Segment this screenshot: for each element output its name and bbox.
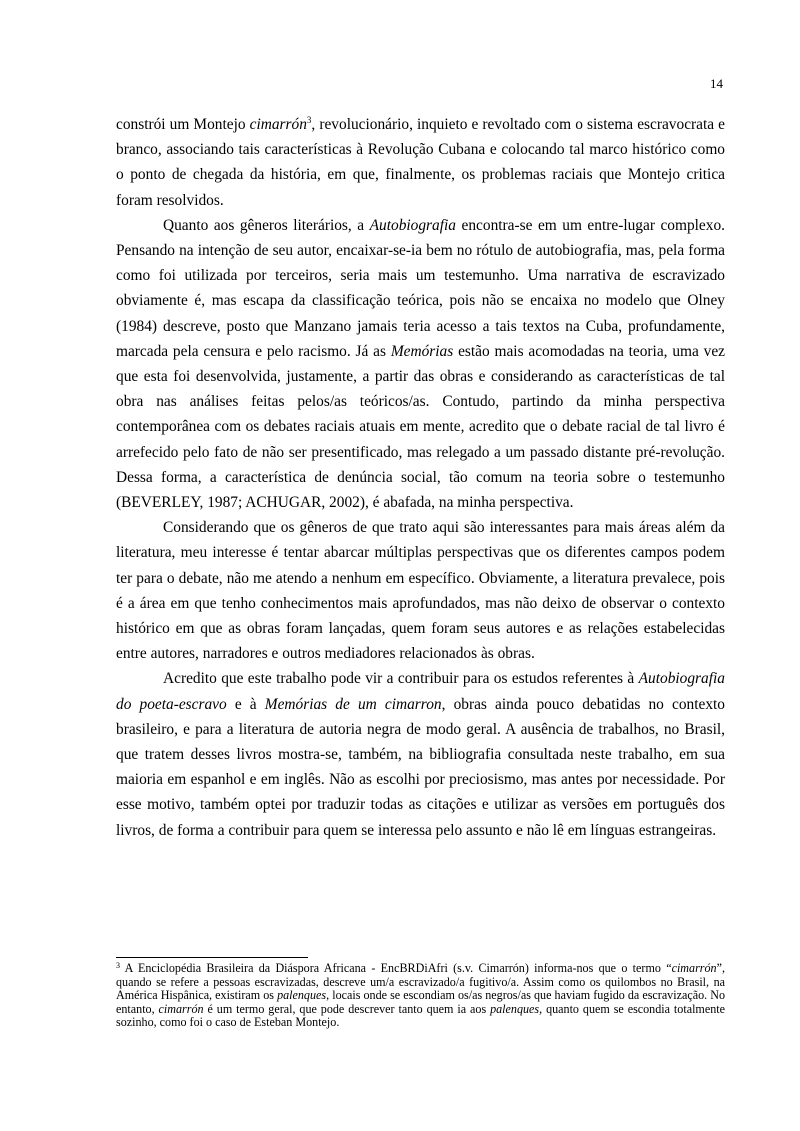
italic-text: palenques xyxy=(277,988,327,1002)
paragraph xyxy=(116,112,725,213)
footnote xyxy=(116,962,725,1030)
text-run: e à xyxy=(226,695,265,713)
italic-text: palenques, xyxy=(490,1001,543,1016)
text-run: Quanto aos gêneros literários, a xyxy=(163,216,370,234)
text-run: Considerando que os gêneros de que trato aqui são interessantes para mais áreas além da literatura, meu interesse é tentar abarcar múltiplas perspectivas que os diferentes campos podem ter para o debate, não me atendo a nenhum em específico. Obviamente, a literatura prevalece, pois é a área em que tenho conhecimentos mais aprofundados, mas não deixo de observar o contexto histórico em que as obras foram lançadas, quem foram seus autores e as relações estabelecidas entre autores, narradores e outros mediadores relacionados às obras. xyxy=(116,519,725,663)
text-run: , obras ainda pouco debatidas no contexto brasileiro, e para a literatura de autoria negra de modo geral. A ausência de trabalhos, no Brasil, que tratem desses livros mostra-se, também, na bibliografia consultada neste trabalho, em sua maioria em espanhol e em inglês. Não as escolhi por preciosismo, mas antes por necessidade. Por esse motivo, também optei por traduzir todas as citações e utilizar as versões em português dos livros, de forma a contribuir para quem se interessa pelo assunto e não lê em línguas estrangeiras. xyxy=(116,695,725,839)
text-run: Acredito que este trabalho pode vir a contribuir para os estudos referentes à xyxy=(163,670,639,688)
footnote-marker: 3 xyxy=(116,961,120,970)
italic-text: Autobiografia do poeta-escravo xyxy=(116,670,725,713)
text-run: quanto quem se escondia totalmente sozinho, como foi o caso de Esteban Montejo. xyxy=(116,1001,725,1029)
italic-text: cimarrón xyxy=(158,1001,204,1016)
body-text xyxy=(116,112,725,843)
text-run: encontra-se em um entre-lugar complexo. Pensando na intenção de seu autor, encaixar-se-ia bem no rótulo de autobiografia, mas, pela forma como foi utilizada por terceiros, seria mais um testemunho. Uma narrativa de escravizado obviamente é, mas escapa da classificação teórica, pois não se encaixa no modelo que Olney (1984) descreve, posto que Manzano jamais teria acesso a tais textos na Cuba, profundamente, marcada pela censura e pelo racismo. Já as xyxy=(116,216,725,360)
text-run: estão mais acomodadas na teoria, uma vez que esta foi desenvolvida, justamente, a partir das obras e considerando as características de tal obra nas análises feitas pelos/as teóricos/as. Contudo, partindo da minha perspectiva contemporânea com os debates raciais atuais em mente, acredito que o debate racial de tal livro é arrefecido pelo fato de não ser presentificado, mas relegado a um passado distante pré-revolução. Dessa forma, a característica de denúncia social, tão comum na teoria sobre o testemunho (BEVERLEY, 1987; ACHUGAR, 2002), é abafada, na minha perspectiva. xyxy=(116,342,725,512)
page-number: 14 xyxy=(710,76,723,91)
italic-text: cimarrón xyxy=(249,116,307,133)
italic-text: Memórias de um cimarron xyxy=(264,695,442,713)
paragraph xyxy=(116,515,725,666)
text-run: A Enciclopédia Brasileira da Diáspora Africana - EncBRDiAfri (s.v. Cimarrón) informa-nos que o termo “ xyxy=(120,961,672,975)
text-run: é um termo geral, que pode descrever tanto quem ia aos xyxy=(203,1001,491,1016)
text-run: , revolucionário, inquieto e revoltado com o sistema escravocrata e branco, associando tais características à Revolução Cubana e colocando tal marco histórico como o ponto de chegada da história, em que, finalmente, os problemas raciais que Montejo critica foram resolvidos. xyxy=(116,116,725,209)
italic-text: Memórias xyxy=(390,342,454,360)
paragraph xyxy=(116,213,725,515)
italic-text: cimarrón xyxy=(671,961,717,975)
text-run: ”, quando se refere a pessoas escravizadas, descreve um/a escravizado/a fugitivo/a. Assim como os quilombos no Brasil, na América Hispânica, existiram os xyxy=(116,961,725,1002)
text-run: , locais onde se escondiam os/as negros/as que haviam fugido da escravização. No entanto, xyxy=(116,988,725,1016)
footnote-text xyxy=(116,962,725,1030)
paragraph xyxy=(116,666,725,842)
text-run: constrói um Montejo xyxy=(116,116,250,133)
footnote-divider xyxy=(116,957,308,958)
italic-text: Autobiografia xyxy=(369,216,456,234)
footnote-marker: 3 xyxy=(306,115,312,125)
